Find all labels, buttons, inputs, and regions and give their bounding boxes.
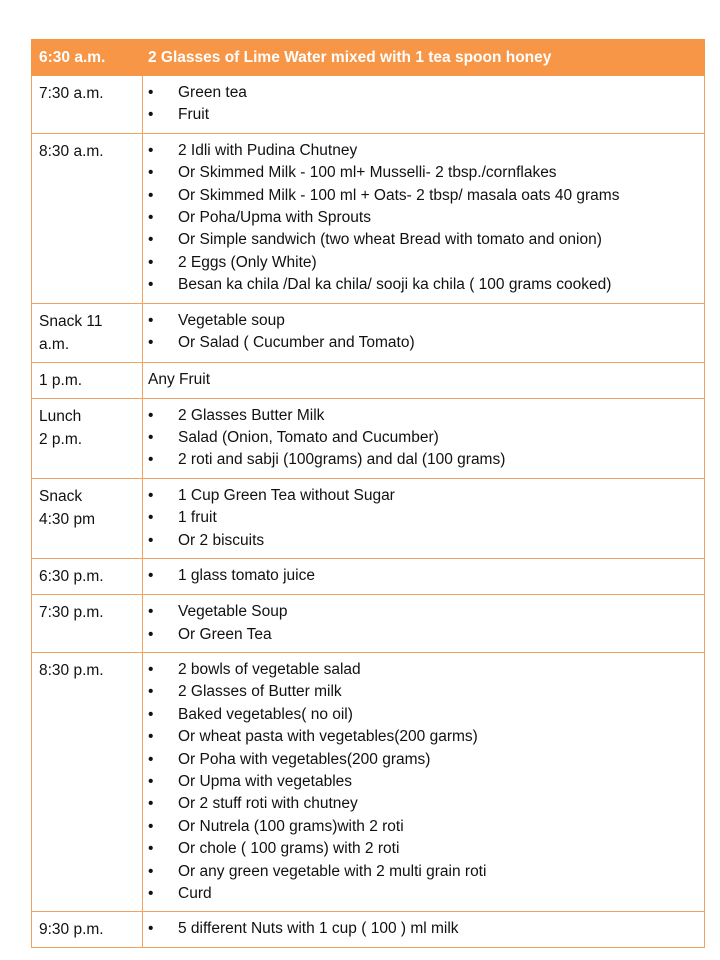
- meal-cell: [143, 652, 705, 911]
- meal-item: • Baked vegetables( no oil): [148, 704, 704, 726]
- meal-cell: [143, 303, 705, 362]
- meal-item: • Or 2 biscuits: [148, 530, 704, 552]
- schedule-row: [32, 652, 705, 911]
- meal-list: [148, 485, 704, 552]
- meal-list: [148, 405, 704, 472]
- meal-cell: [143, 398, 705, 478]
- time-cell: [32, 912, 143, 948]
- meal-list: [148, 565, 704, 587]
- meal-text: Any Fruit: [148, 370, 211, 388]
- time-cell: [32, 76, 143, 134]
- meal-list: [148, 310, 704, 355]
- meal-cell: [143, 362, 705, 398]
- meal-cell: [143, 559, 705, 595]
- meal-item: • Vegetable Soup: [148, 601, 704, 623]
- time-cell: [32, 652, 143, 911]
- time-label: 9:30 p.m.: [39, 921, 104, 939]
- time-label: Lunch: [39, 407, 82, 425]
- meal-item: • 1 fruit: [148, 507, 704, 529]
- meal-item: • 2 Glasses Butter Milk: [148, 405, 704, 427]
- schedule-row: [32, 478, 705, 558]
- meal-item: • 5 different Nuts with 1 cup ( 100 ) ml milk: [148, 918, 704, 940]
- meal-item: • Fruit: [148, 104, 704, 126]
- meal-item: • Or Nutrela (100 grams)with 2 roti: [148, 816, 704, 838]
- meal-item: • Or Simple sandwich (two wheat Bread with tomato and onion): [148, 229, 704, 251]
- header-row: [32, 40, 705, 76]
- meal-cell: [143, 912, 705, 948]
- meal-cell: [143, 76, 705, 134]
- time-label: 6:30 p.m.: [39, 568, 104, 586]
- meal-item: • Or Skimmed Milk - 100 ml + Oats- 2 tbsp/ masala oats 40 grams: [148, 185, 704, 207]
- time-label: 8:30 p.m.: [39, 661, 104, 679]
- meal-item: • Or any green vegetable with 2 multi grain roti: [148, 861, 704, 883]
- time-label: 7:30 p.m.: [39, 604, 104, 622]
- schedule-row: [32, 76, 705, 134]
- time-label: Snack: [39, 487, 83, 505]
- meal-item: • Or chole ( 100 grams) with 2 roti: [148, 838, 704, 860]
- time-cell: [32, 398, 143, 478]
- meal-item: • Or Salad ( Cucumber and Tomato): [148, 332, 704, 354]
- meal-item: • Or Upma with vegetables: [148, 771, 704, 793]
- meal-item: • 2 Eggs (Only White): [148, 252, 704, 274]
- time-cell: [32, 595, 143, 653]
- time-label: 4:30 pm: [39, 510, 96, 528]
- meal-list: [148, 601, 704, 646]
- meal-item: • 2 Glasses of Butter milk: [148, 681, 704, 703]
- schedule-row: [32, 912, 705, 948]
- time-label: 1 p.m.: [39, 371, 83, 389]
- meal-item: • Curd: [148, 883, 704, 905]
- meal-item: • 1 glass tomato juice: [148, 565, 704, 587]
- meal-item: • Or Poha/Upma with Sprouts: [148, 207, 704, 229]
- time-cell: [32, 362, 143, 398]
- meal-cell: [143, 478, 705, 558]
- header-time: 6:30 a.m.: [32, 40, 143, 76]
- schedule-row: [32, 362, 705, 398]
- time-cell: [32, 559, 143, 595]
- meal-cell: [143, 595, 705, 653]
- time-cell: [32, 303, 143, 362]
- meal-item: • Or 2 stuff roti with chutney: [148, 793, 704, 815]
- time-cell: [32, 133, 143, 303]
- meal-list: [148, 659, 704, 905]
- meal-item: • Or Skimmed Milk - 100 ml+ Musselli- 2 tbsp./cornflakes: [148, 162, 704, 184]
- meal-item: • 2 Idli with Pudina Chutney: [148, 140, 704, 162]
- meal-item: • Or Green Tea: [148, 624, 704, 646]
- meal-item: • 2 roti and sabji (100grams) and dal (100 grams): [148, 449, 704, 471]
- meal-item: • Vegetable soup: [148, 310, 704, 332]
- time-label: 8:30 a.m.: [39, 142, 104, 160]
- meal-item: • Green tea: [148, 82, 704, 104]
- meal-item: • Or Poha with vegetables(200 grams): [148, 749, 704, 771]
- time-label: Snack 11: [39, 312, 103, 330]
- schedule-row: [32, 398, 705, 478]
- meal-list: [148, 82, 704, 127]
- meal-cell: [143, 133, 705, 303]
- schedule-row: [32, 559, 705, 595]
- time-cell: [32, 478, 143, 558]
- header-text: 2 Glasses of Lime Water mixed with 1 tea spoon honey: [143, 40, 705, 76]
- meal-item: • Salad (Onion, Tomato and Cucumber): [148, 427, 704, 449]
- schedule-row: [32, 595, 705, 653]
- diet-schedule-body: [32, 40, 705, 948]
- time-label: 7:30 a.m.: [39, 85, 104, 102]
- schedule-row: [32, 133, 705, 303]
- time-label: a.m.: [39, 335, 70, 353]
- meal-item: • 2 bowls of vegetable salad: [148, 659, 704, 681]
- meal-item: • Besan ka chila /Dal ka chila/ sooji ka chila ( 100 grams cooked): [148, 274, 704, 296]
- meal-item: • 1 Cup Green Tea without Sugar: [148, 485, 704, 507]
- time-label: 2 p.m.: [39, 430, 83, 448]
- meal-item: • Or wheat pasta with vegetables(200 garms): [148, 726, 704, 748]
- meal-list: [148, 140, 704, 297]
- schedule-row: [32, 303, 705, 362]
- diet-schedule-table: [31, 39, 705, 948]
- meal-list: [148, 918, 704, 940]
